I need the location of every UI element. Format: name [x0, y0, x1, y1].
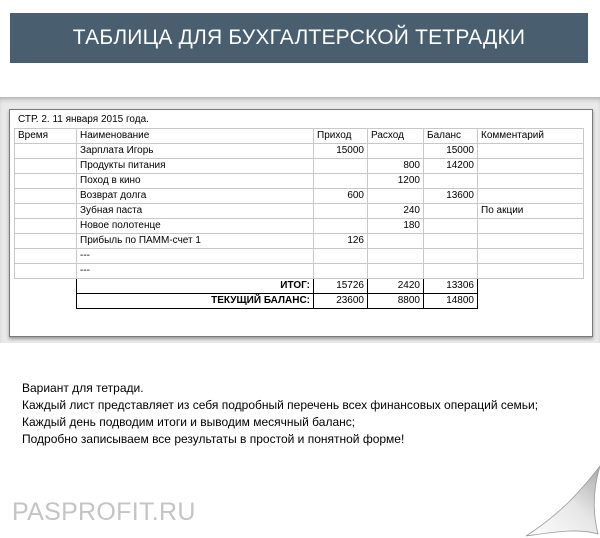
cell-comment — [478, 264, 584, 279]
cell-time — [15, 234, 77, 249]
cell-comment — [478, 234, 584, 249]
cell-time — [15, 294, 77, 309]
totals-expense: 2420 — [368, 279, 424, 294]
column-header: Приход — [314, 129, 368, 144]
cell-balance: 13600 — [424, 189, 478, 204]
cell-balance — [424, 219, 478, 234]
column-header: Комментарий — [478, 129, 584, 144]
cell-expense — [368, 234, 424, 249]
caption-line: Подробно записываем все результаты в простой и понятной форме! — [22, 432, 405, 446]
cell-income — [314, 174, 368, 189]
cell-name: --- — [77, 264, 314, 279]
column-header: Расход — [368, 129, 424, 144]
table-row — [15, 144, 584, 159]
cell-time — [15, 144, 77, 159]
cell-expense: 800 — [368, 159, 424, 174]
cell-expense: 240 — [368, 204, 424, 219]
cell-name: Поход в кино — [77, 174, 314, 189]
caption-line: Каждый день подводим итоги и выводим месячный баланс; — [22, 415, 356, 429]
totals-label: ТЕКУЩИЙ БАЛАНС: — [77, 294, 314, 309]
totals-income: 23600 — [314, 294, 368, 309]
cell-income — [314, 249, 368, 264]
cell-balance — [424, 249, 478, 264]
page-date: СТР. 2. 11 января 2015 года. — [18, 114, 149, 125]
cell-expense — [368, 264, 424, 279]
table-row — [15, 234, 584, 249]
cell-time — [15, 159, 77, 174]
cell-time — [15, 249, 77, 264]
cell-income — [314, 264, 368, 279]
cell-name: Прибыль по ПАММ-счет 1 — [77, 234, 314, 249]
cell-time — [15, 174, 77, 189]
cell-name: --- — [77, 249, 314, 264]
column-header: Время — [15, 129, 77, 144]
cell-time — [15, 204, 77, 219]
cell-time — [15, 189, 77, 204]
cell-comment — [478, 189, 584, 204]
cell-expense — [368, 249, 424, 264]
cell-name: Новое полотенце — [77, 219, 314, 234]
totals-balance: 13306 — [424, 279, 478, 294]
cell-income — [314, 159, 368, 174]
cell-balance: 15000 — [424, 144, 478, 159]
table-row — [15, 249, 584, 264]
cell-expense — [368, 189, 424, 204]
cell-comment: По акции — [478, 204, 584, 219]
cell-income: 600 — [314, 189, 368, 204]
cell-comment — [478, 294, 584, 309]
column-header: Наименование — [77, 129, 314, 144]
totals-expense: 8800 — [368, 294, 424, 309]
header-row — [15, 129, 584, 144]
cell-balance — [424, 264, 478, 279]
table-row — [15, 264, 584, 279]
cell-expense: 180 — [368, 219, 424, 234]
cell-name: Продукты питания — [77, 159, 314, 174]
cell-balance: 14200 — [424, 159, 478, 174]
cell-comment — [478, 159, 584, 174]
totals-balance: 14800 — [424, 294, 478, 309]
totals-label: ИТОГ: — [77, 279, 314, 294]
table-row — [15, 219, 584, 234]
cell-expense — [368, 144, 424, 159]
cell-income — [314, 219, 368, 234]
totals-row — [15, 279, 584, 294]
cell-comment — [478, 249, 584, 264]
cell-expense: 1200 — [368, 174, 424, 189]
cell-comment — [478, 219, 584, 234]
cell-time — [15, 264, 77, 279]
ledger-table — [14, 128, 584, 309]
cell-balance — [424, 234, 478, 249]
cell-name: Зарплата Игорь — [77, 144, 314, 159]
table-row — [15, 159, 584, 174]
caption-line: Вариант для тетради. — [22, 381, 144, 395]
cell-comment — [478, 174, 584, 189]
cell-time — [15, 279, 77, 294]
cell-balance — [424, 174, 478, 189]
cell-name: Возврат долга — [77, 189, 314, 204]
cell-income: 126 — [314, 234, 368, 249]
caption — [22, 380, 538, 448]
caption-line: Каждый лист представляет из себя подробный перечень всех финансовых операций семьи; — [22, 398, 539, 412]
cell-comment — [478, 279, 584, 294]
cell-comment — [478, 144, 584, 159]
cell-balance — [424, 204, 478, 219]
column-header: Баланс — [424, 129, 478, 144]
table-row — [15, 204, 584, 219]
table-row — [15, 174, 584, 189]
cell-income: 15000 — [314, 144, 368, 159]
watermark: PASPROFIT.RU — [12, 498, 196, 526]
cell-name: Зубная паста — [77, 204, 314, 219]
page-curl-icon — [498, 462, 600, 538]
totals-income: 15726 — [314, 279, 368, 294]
cell-income — [314, 204, 368, 219]
cell-time — [15, 219, 77, 234]
banner-title: ТАБЛИЦА ДЛЯ БУХГАЛТЕРСКОЙ ТЕТРАДКИ — [10, 13, 588, 63]
totals-row — [15, 294, 584, 309]
table-row — [15, 189, 584, 204]
